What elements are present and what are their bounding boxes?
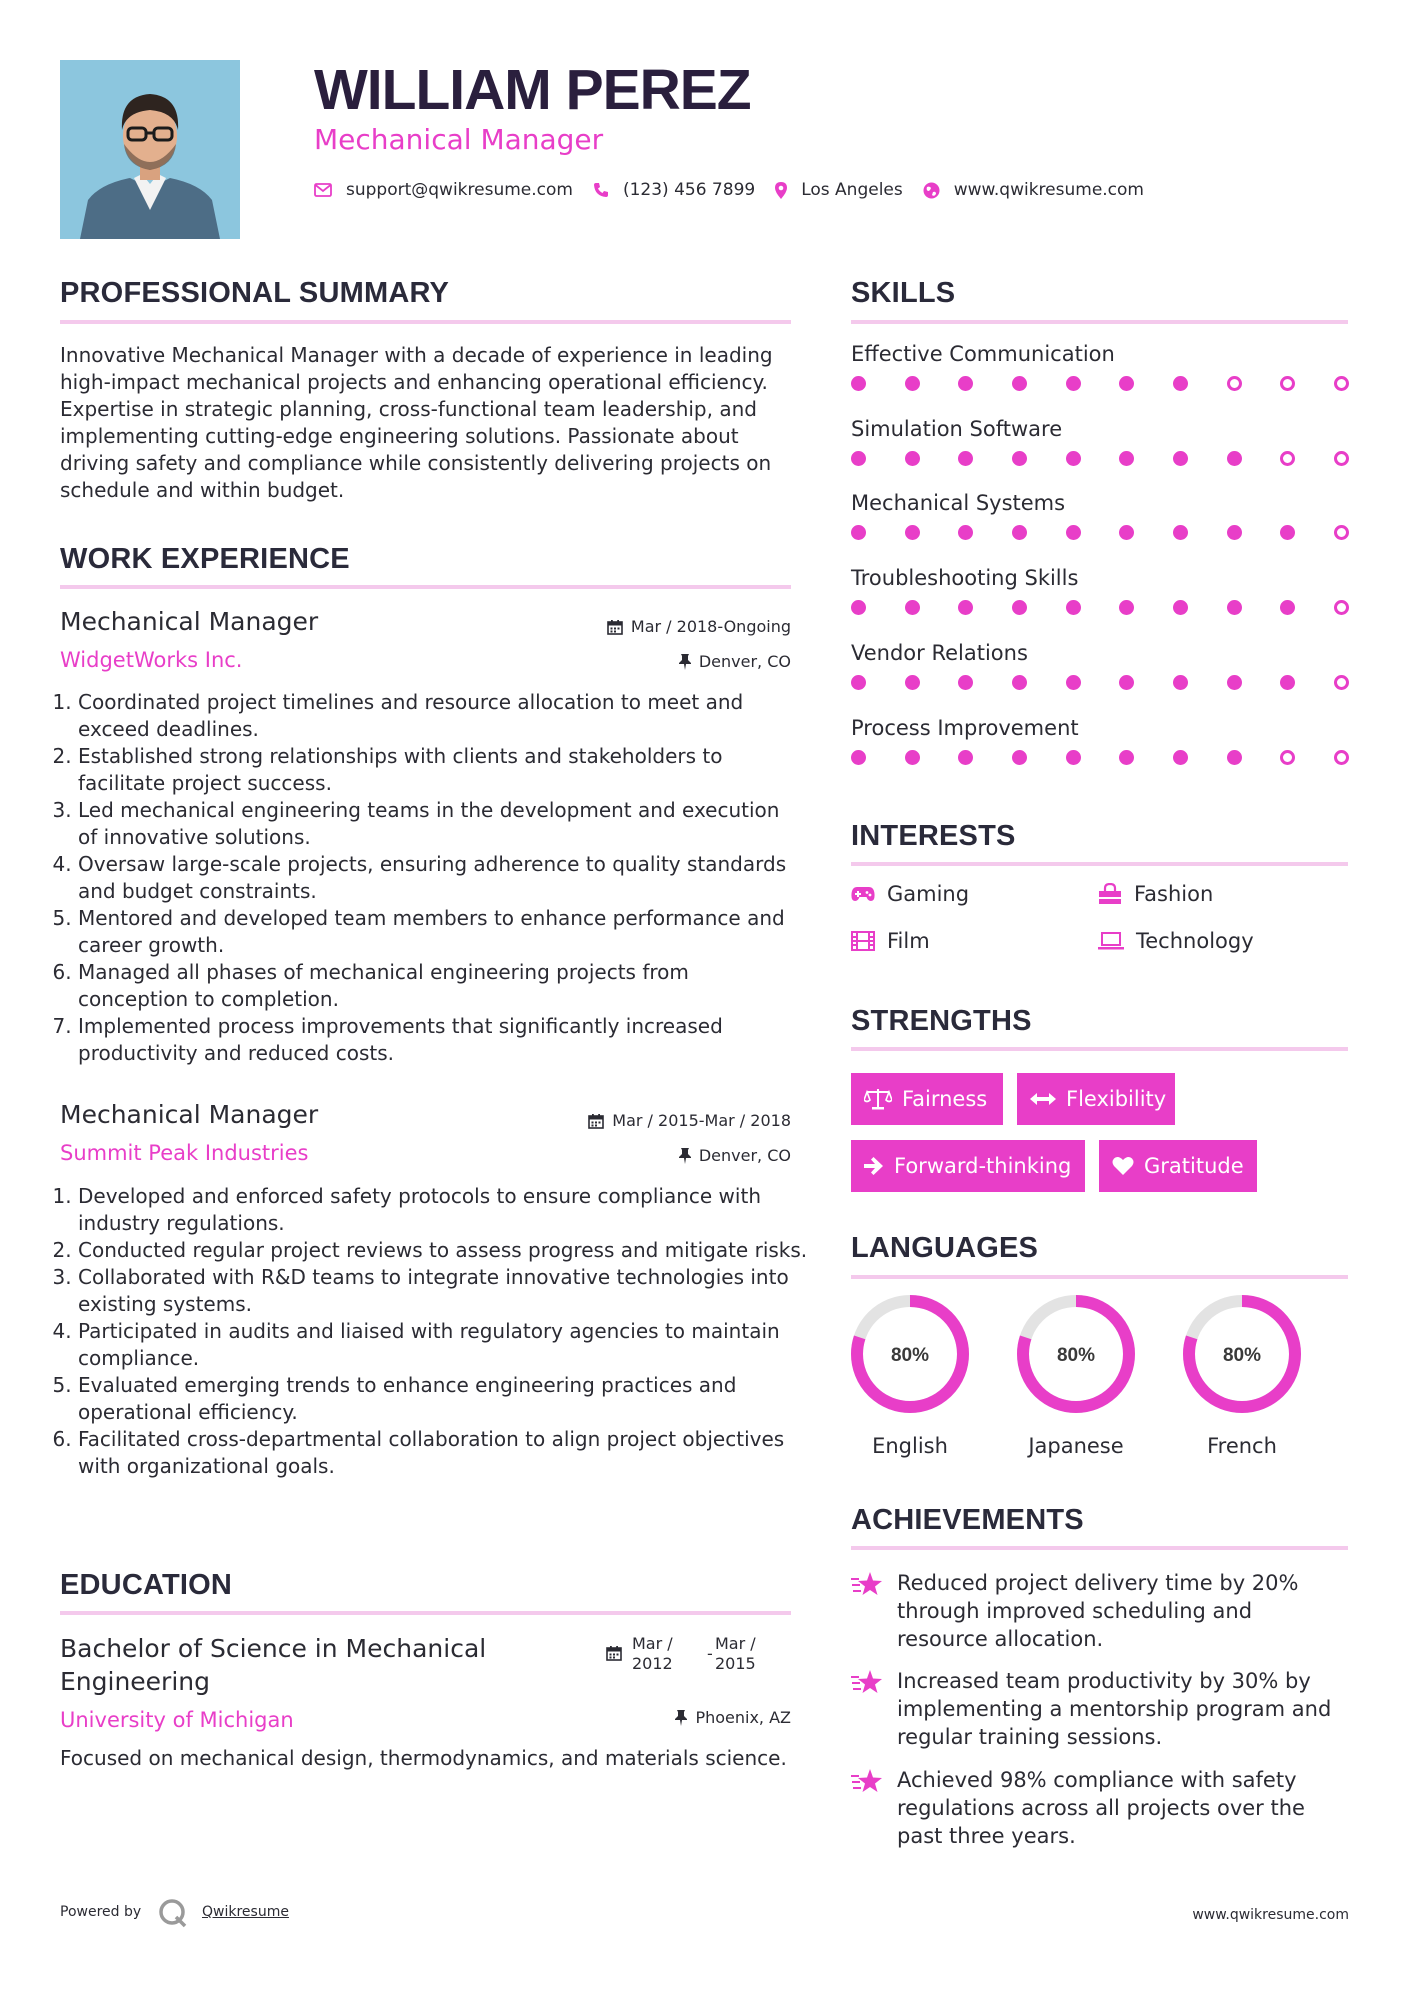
skills-heading: SKILLS (851, 277, 956, 309)
rating-dot-empty (1334, 525, 1349, 540)
rating-dot-filled (1227, 525, 1242, 540)
rating-dot-filled (1066, 675, 1081, 690)
heart-icon (1112, 1156, 1134, 1176)
rating-dot-filled (1173, 600, 1188, 615)
rating-dot-filled (1173, 376, 1188, 391)
rating-dot-empty (1334, 376, 1349, 391)
summary-heading: PROFESSIONAL SUMMARY (60, 277, 450, 309)
contact-bar (314, 178, 1164, 202)
interest-fashion (1098, 882, 1213, 906)
achievement-text: Achieved 98% compliance with safety regulations across all projects over the past three years. (897, 1768, 1305, 1848)
education-description: Focused on mechanical design, thermodynamics, and materials science. (60, 1746, 787, 1770)
achievements-heading: ACHIEVEMENTS (851, 1504, 1084, 1536)
qwikresume-logo-icon (158, 1898, 188, 1928)
language-ring (1001, 1292, 1151, 1422)
list-item: 2. Established strong relationships with clients and stakeholders to facilitate project success. (78, 743, 791, 797)
language-item (835, 1292, 985, 1458)
arrows-horizontal-icon (1030, 1092, 1056, 1106)
education-end-month: Mar / (715, 1634, 756, 1653)
rating-dot-filled (851, 600, 866, 615)
rating-dot-filled (1227, 451, 1242, 466)
rating-dot-filled (851, 750, 866, 765)
achievement-item (851, 1667, 1348, 1751)
language-item (1167, 1292, 1317, 1458)
interest-label: Technology (1136, 929, 1254, 953)
job-title: Mechanical Manager (60, 1100, 319, 1129)
list-item: 4. Oversaw large-scale projects, ensuring adherence to quality standards and budget constraints. (78, 851, 791, 905)
list-item: 4. Participated in audits and liaised with regulatory agencies to maintain compliance. (78, 1318, 809, 1372)
rating-dot-filled (1227, 750, 1242, 765)
candidate-name: WILLIAM PEREZ (314, 58, 751, 122)
skill-row (851, 715, 1349, 765)
language-name: Japanese (1028, 1434, 1124, 1458)
contact-location (775, 180, 903, 200)
map-pin-icon (775, 182, 787, 199)
achievement-text: Reduced project delivery time by 20% through improved scheduling and resource allocation. (897, 1571, 1299, 1651)
rating-dot-filled (1173, 525, 1188, 540)
rating-dot-filled (1280, 675, 1295, 690)
strengths-heading: STRENGTHS (851, 1005, 1032, 1037)
skill-rating (851, 675, 1349, 690)
rating-dot-filled (958, 750, 973, 765)
rating-dot-filled (851, 675, 866, 690)
globe-icon (923, 182, 940, 199)
strength-label: Fairness (902, 1087, 988, 1111)
skill-name: Troubleshooting Skills (851, 566, 1079, 591)
rating-dot-filled (1012, 750, 1027, 765)
skill-row (851, 490, 1349, 540)
achievement-item (851, 1766, 1348, 1850)
rating-dot-filled (1119, 600, 1134, 615)
skill-rating (851, 525, 1349, 540)
rating-dot-filled (1280, 525, 1295, 540)
rating-dot-filled (1012, 376, 1027, 391)
skill-rating (851, 600, 1349, 615)
rating-dot-empty (1334, 675, 1349, 690)
contact-website-text: www.qwikresume.com (953, 180, 1144, 200)
rating-dot-filled (1227, 600, 1242, 615)
list-item: 2. Conducted regular project reviews to assess progress and mitigate risks. (78, 1237, 809, 1264)
language-ring (835, 1292, 985, 1422)
strength-label: Flexibility (1066, 1087, 1167, 1111)
calendar-icon (606, 1645, 622, 1661)
strength-label: Forward-thinking (894, 1154, 1072, 1178)
skill-row (851, 416, 1349, 466)
footer-brand-link[interactable]: Qwikresume (202, 1904, 289, 1920)
contact-email-text: support@qwikresume.com (346, 180, 573, 200)
gamepad-icon (851, 886, 875, 902)
list-item: 5. Mentored and developed team members to enhance performance and career growth. (78, 905, 791, 959)
rating-dot-empty (1227, 376, 1242, 391)
education-end-year: 2015 (715, 1654, 756, 1673)
rating-dot-filled (1012, 600, 1027, 615)
rating-dot-filled (851, 451, 866, 466)
star-icon (851, 1571, 885, 1599)
rating-dot-empty (1280, 451, 1295, 466)
strength-label: Gratitude (1144, 1154, 1244, 1178)
rating-dot-filled (1066, 451, 1081, 466)
rating-dot-filled (958, 600, 973, 615)
contact-website[interactable] (923, 180, 1144, 200)
interest-film (851, 929, 930, 953)
rating-dot-filled (1012, 675, 1027, 690)
rating-dot-filled (905, 750, 920, 765)
rating-dot-empty (1334, 451, 1349, 466)
skill-row (851, 341, 1349, 391)
language-percent: 80% (890, 1345, 930, 1366)
list-item: 5. Evaluated emerging trends to enhance engineering practices and operational efficiency. (78, 1372, 809, 1426)
job-company: WidgetWorks Inc. (60, 648, 243, 672)
star-icon (851, 1669, 885, 1697)
rating-dot-filled (958, 675, 973, 690)
job-location-text: Denver, CO (698, 652, 791, 671)
footer-powered-by: Powered by (60, 1904, 142, 1920)
skill-rating (851, 750, 1349, 765)
skills-divider (851, 320, 1348, 324)
education-end (715, 1634, 756, 1674)
job-dates (607, 617, 791, 637)
rating-dot-filled (1119, 675, 1134, 690)
pushpin-icon (679, 654, 691, 670)
rating-dot-filled (905, 525, 920, 540)
phone-icon (593, 182, 609, 198)
languages-divider (851, 1275, 1348, 1279)
rating-dot-filled (905, 675, 920, 690)
job-dates-text: Mar / 2015-Mar / 2018 (612, 1111, 791, 1130)
rating-dot-filled (1012, 451, 1027, 466)
skill-name: Vendor Relations (851, 640, 1028, 665)
education-start-year: 2012 (632, 1654, 673, 1673)
language-name: English (872, 1434, 948, 1458)
interests-heading: INTERESTS (851, 820, 1016, 852)
achievements-divider (851, 1546, 1348, 1550)
experience-divider (60, 585, 791, 589)
education-school: University of Michigan (60, 1708, 294, 1732)
pushpin-icon (679, 1148, 691, 1164)
contact-phone-text: (123) 456 7899 (622, 180, 756, 200)
interest-label: Film (887, 929, 930, 953)
summary-divider (60, 320, 791, 324)
calendar-icon (607, 619, 623, 635)
pushpin-icon (675, 1710, 687, 1726)
strength-tag-fairness (851, 1073, 1003, 1125)
rating-dot-filled (958, 451, 973, 466)
interest-gaming (851, 882, 969, 906)
contact-email[interactable] (314, 180, 573, 200)
strength-tag-gratitude (1099, 1140, 1257, 1192)
arrow-right-icon (864, 1157, 884, 1175)
calendar-icon (588, 1113, 604, 1129)
skill-rating (851, 376, 1349, 391)
envelope-icon (314, 183, 332, 197)
job-dates (588, 1111, 791, 1131)
skill-name: Process Improvement (851, 715, 1079, 740)
rating-dot-filled (1227, 675, 1242, 690)
experience-heading: WORK EXPERIENCE (60, 543, 350, 575)
rating-dot-filled (1066, 750, 1081, 765)
contact-location-text: Los Angeles (801, 180, 903, 200)
education-start-month: Mar / (632, 1634, 673, 1653)
language-ring (1167, 1292, 1317, 1422)
rating-dot-filled (851, 525, 866, 540)
education-heading: EDUCATION (60, 1569, 233, 1601)
rating-dot-filled (1012, 525, 1027, 540)
list-item: 7. Implemented process improvements that significantly increased productivity and reduced costs. (78, 1013, 791, 1067)
list-item: 3. Collaborated with R&D teams to integrate innovative technologies into existing systems. (78, 1264, 809, 1318)
profile-photo (60, 60, 240, 239)
rating-dot-filled (905, 376, 920, 391)
job-title: Mechanical Manager (60, 607, 319, 636)
education-location-text: Phoenix, AZ (695, 1708, 791, 1727)
rating-dot-empty (1334, 600, 1349, 615)
achievement-item (851, 1569, 1348, 1653)
rating-dot-filled (851, 376, 866, 391)
shopping-bag-icon (1098, 883, 1122, 905)
rating-dot-empty (1280, 750, 1295, 765)
job-location (679, 1146, 791, 1166)
rating-dot-filled (1119, 376, 1134, 391)
strength-tag-forward-thinking (851, 1140, 1085, 1192)
list-item: 1. Developed and enforced safety protocols to ensure compliance with industry regulations. (78, 1183, 809, 1237)
job-bullets (60, 1183, 809, 1480)
film-icon (851, 931, 875, 951)
rating-dot-empty (1280, 376, 1295, 391)
languages-heading: LANGUAGES (851, 1232, 1039, 1264)
rating-dot-filled (958, 525, 973, 540)
interests-divider (851, 862, 1348, 866)
rating-dot-filled (1066, 525, 1081, 540)
list-item: 6. Managed all phases of mechanical engineering projects from conception to completion. (78, 959, 791, 1013)
skill-row (851, 640, 1349, 690)
rating-dot-filled (1119, 750, 1134, 765)
rating-dot-filled (1173, 750, 1188, 765)
rating-dot-filled (1119, 451, 1134, 466)
rating-dot-filled (905, 600, 920, 615)
star-icon (851, 1768, 885, 1796)
skill-row (851, 565, 1349, 615)
skill-name: Mechanical Systems (851, 491, 1066, 516)
rating-dot-empty (1334, 750, 1349, 765)
rating-dot-filled (1119, 525, 1134, 540)
skill-name: Simulation Software (851, 416, 1063, 441)
rating-dot-filled (1173, 675, 1188, 690)
rating-dot-filled (1066, 376, 1081, 391)
rating-dot-filled (1173, 451, 1188, 466)
interest-technology (1098, 929, 1254, 953)
education-location (675, 1708, 791, 1728)
list-item: 3. Led mechanical engineering teams in the development and execution of innovative solutions. (78, 797, 791, 851)
contact-phone[interactable] (593, 180, 755, 200)
interest-label: Gaming (887, 882, 970, 906)
language-percent: 80% (1056, 1345, 1096, 1366)
job-dates-text: Mar / 2018-Ongoing (630, 617, 791, 636)
rating-dot-filled (1280, 600, 1295, 615)
list-item: 6. Facilitated cross-departmental collaboration to align project objectives with organizational goals. (78, 1426, 809, 1480)
language-percent: 80% (1222, 1345, 1262, 1366)
education-start (632, 1634, 673, 1674)
rating-dot-filled (905, 451, 920, 466)
rating-dot-filled (1066, 600, 1081, 615)
rating-dot-filled (958, 376, 973, 391)
strength-tag-flexibility (1017, 1073, 1175, 1125)
language-name: French (1207, 1434, 1277, 1458)
summary-text: Innovative Mechanical Manager with a decade of experience in leading high-impact mechanical projects and enhancing operational efficiency. Expertise in strategic planning, cross-functional team leadership, and implementing cutting-edge engineering solutions. Passionate about driving safety and compliance while consistently delivering projects on schedule and within budget. (60, 343, 773, 502)
education-divider (60, 1611, 791, 1615)
strengths-divider (851, 1047, 1348, 1051)
footer-site[interactable]: www.qwikresume.com (1192, 1907, 1349, 1923)
skill-name: Effective Communication (851, 342, 1115, 366)
skill-rating (851, 451, 1349, 466)
job-location (679, 652, 791, 672)
candidate-role: Mechanical Manager (314, 123, 604, 156)
language-item (1001, 1292, 1151, 1458)
interest-label: Fashion (1134, 882, 1214, 906)
achievement-text: Increased team productivity by 30% by implementing a mentorship program and regular training sessions. (897, 1669, 1332, 1749)
languages-list (835, 1292, 1335, 1462)
education-degree: Bachelor of Science in Mechanical Engineering (60, 1634, 487, 1696)
job-location-text: Denver, CO (698, 1146, 791, 1165)
job-company: Summit Peak Industries (60, 1141, 309, 1165)
balance-scale-icon (864, 1088, 892, 1110)
laptop-icon (1098, 932, 1124, 950)
education-date-separator: - (707, 1644, 713, 1663)
job-bullets (60, 689, 791, 1067)
list-item: 1. Coordinated project timelines and resource allocation to meet and exceed deadlines. (78, 689, 791, 743)
